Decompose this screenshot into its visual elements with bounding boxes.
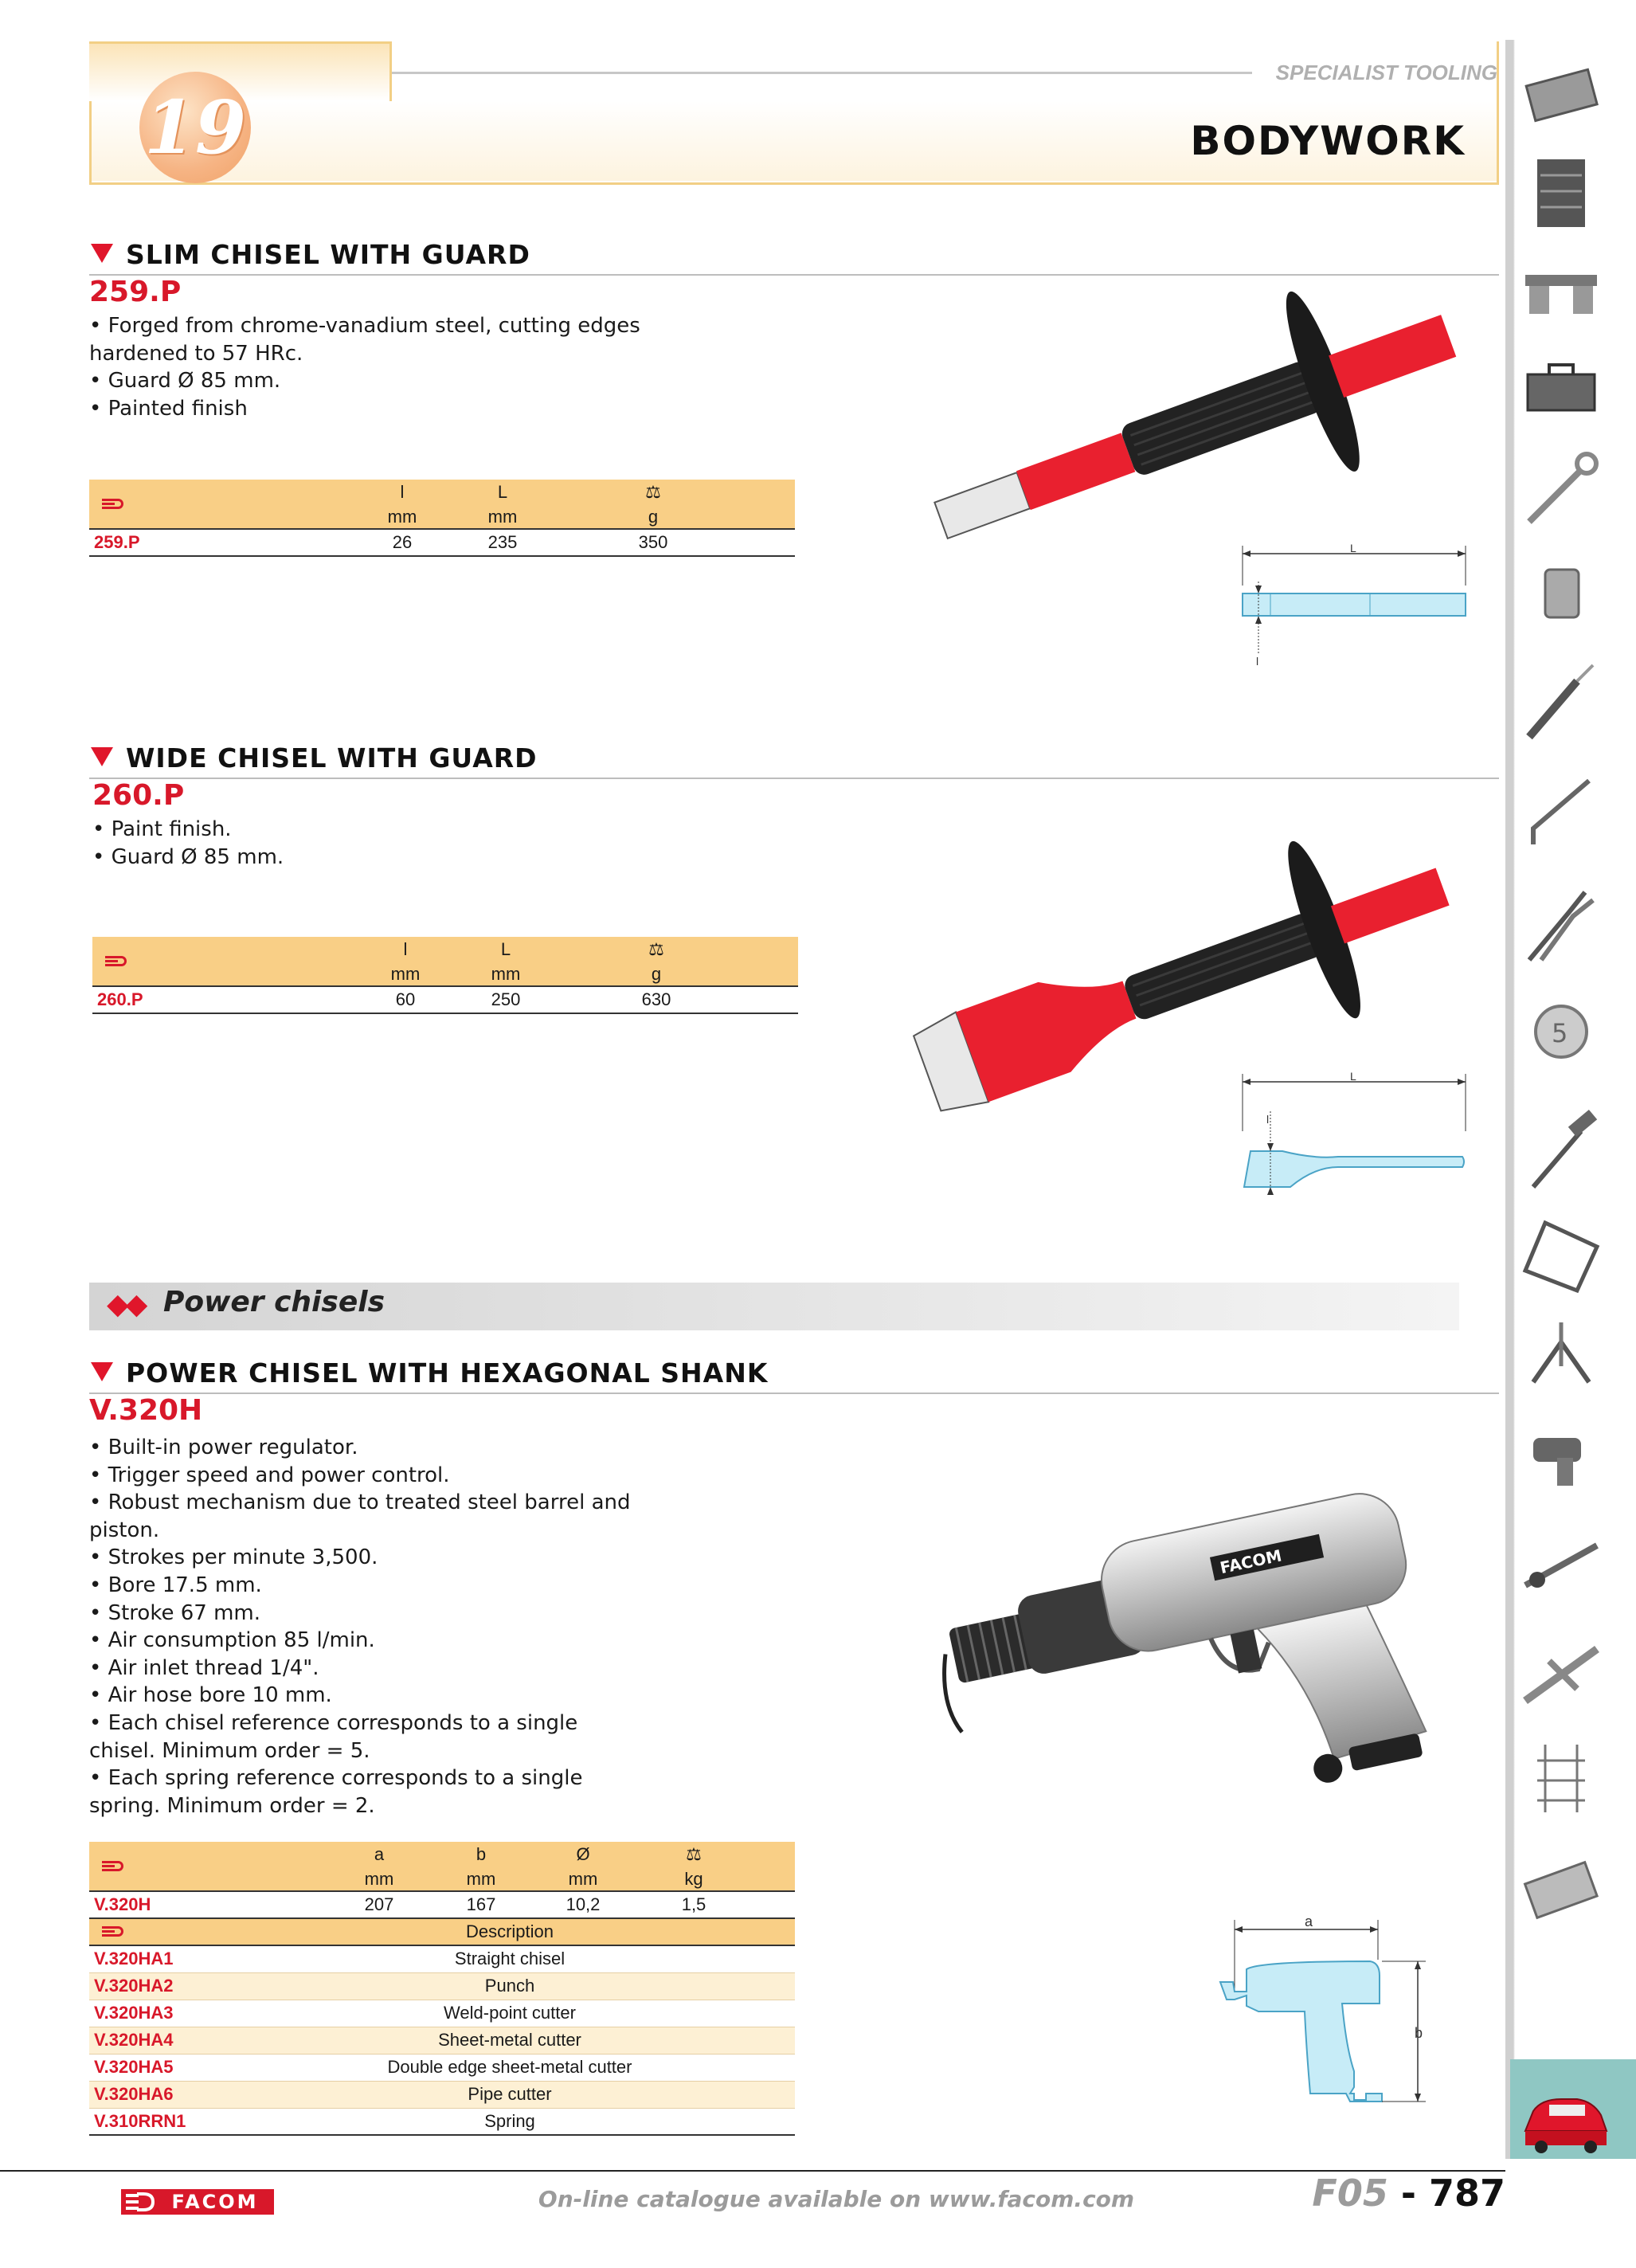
product-title: POWER CHISEL WITH HEXAGONAL SHANK [126, 1357, 769, 1389]
unit-label: kg [634, 1867, 753, 1891]
feature-line: piston. [89, 1518, 160, 1542]
table-row [89, 1972, 795, 2000]
spec-table-259p [89, 480, 795, 557]
column-header: l [355, 937, 456, 962]
table-row [89, 2108, 795, 2135]
page-number [1274, 2172, 1505, 2215]
unit-label: mm [532, 1867, 634, 1891]
unit-label: g [553, 505, 753, 529]
feature-line: • Air consumption 85 l/min. [89, 1628, 375, 1653]
table-row [89, 2027, 795, 2054]
feature-line: • Painted finish [89, 396, 248, 421]
cell: Spring [328, 2108, 795, 2135]
unit-label: mm [430, 1867, 532, 1891]
wrench-icon[interactable] [1513, 446, 1609, 534]
feature-line: • Trigger speed and power control. [89, 1463, 450, 1487]
column-header: Description [328, 1918, 795, 1945]
feature-line: chisel. Minimum order = 5. [89, 1738, 370, 1763]
screwdriver-icon[interactable] [1513, 657, 1609, 745]
reference-symbol-icon [102, 1926, 126, 1937]
dimension-label: a [1305, 1914, 1313, 1929]
weight-icon: ⚖ [553, 480, 753, 505]
cell: 60 [355, 986, 456, 1013]
dimension-label: L [1350, 1070, 1356, 1083]
cell-ref: V.310RRN1 [89, 2108, 328, 2135]
product-ref: 259.P [89, 276, 182, 308]
page-title: BODYWORK [1190, 118, 1466, 164]
feature-line: • Air hose bore 10 mm. [89, 1683, 332, 1708]
page-code: F05 [1312, 2172, 1388, 2215]
cell-ref: V.320HA3 [89, 2000, 328, 2027]
feature-list [89, 312, 663, 422]
slim-chisel-diagram [1227, 538, 1481, 673]
feature-line: • Bore 17.5 mm. [89, 1573, 262, 1597]
feature-line: • Stroke 67 mm. [89, 1600, 260, 1625]
cell-ref: 260.P [92, 986, 355, 1013]
cell-ref: V.320H [89, 1891, 328, 1918]
reference-symbol-icon [105, 956, 129, 967]
cell: 250 [456, 986, 556, 1013]
cell: 350 [553, 529, 753, 556]
unit-label: mm [352, 505, 452, 529]
cell-ref: V.320HA1 [89, 1945, 328, 1972]
cell-ref: 259.P [89, 529, 352, 556]
reference-symbol-icon [102, 499, 126, 510]
storage-rack-icon[interactable] [1513, 1733, 1609, 1820]
column-header: Ø [532, 1842, 634, 1867]
header-rule [392, 72, 1252, 74]
hacksaw-icon[interactable] [1513, 1207, 1609, 1295]
table-row [89, 1891, 795, 1918]
table-row [89, 2000, 795, 2027]
cell: 10,2 [532, 1891, 634, 1918]
table-row [89, 1945, 795, 1972]
facom-logo-icon [121, 2189, 159, 2215]
cell: Straight chisel [328, 1945, 795, 1972]
section-label: SPECIALIST TOOLING [1275, 61, 1497, 84]
feature-list [92, 816, 666, 871]
feature-line: • Guard Ø 85 mm. [89, 369, 281, 394]
tool-case-icon[interactable] [1513, 343, 1609, 430]
cell: 1,5 [634, 1891, 753, 1918]
feature-line: • Forged from chrome-vanadium steel, cutting edges [89, 314, 640, 338]
kit-tray-icon[interactable] [1513, 1844, 1609, 1932]
column-header: a [328, 1842, 430, 1867]
feature-line: • Robust mechanism due to treated steel barrel and [89, 1490, 631, 1515]
cell: 167 [430, 1891, 532, 1918]
column-header: L [452, 480, 553, 505]
weight-icon: ⚖ [556, 937, 757, 962]
hex-key-icon[interactable] [1513, 765, 1609, 852]
cell: 630 [556, 986, 757, 1013]
product-heading-slim-chisel [89, 237, 1499, 276]
table-row [89, 2081, 795, 2108]
cell: Punch [328, 1972, 795, 2000]
dimension-label: l [1266, 1113, 1270, 1126]
footer-catalogue-link[interactable]: On-line catalogue available on www.facom.com [538, 2186, 1135, 2212]
cell-ref: V.320HA5 [89, 2054, 328, 2081]
triangle-bullet-icon [91, 244, 113, 263]
car-icon[interactable] [1517, 2071, 1613, 2159]
feature-list [89, 1434, 663, 1819]
page-number-value: 787 [1428, 2172, 1505, 2215]
cell-ref: V.320HA4 [89, 2027, 328, 2054]
workbench-icon[interactable] [1513, 247, 1609, 335]
feature-line: • Guard Ø 85 mm. [92, 844, 284, 869]
product-heading-wide-chisel [89, 741, 1499, 779]
feature-line: • Paint finish. [92, 817, 232, 841]
brand-label: FACOM [1218, 1545, 1284, 1578]
dimension-label: L [1350, 542, 1356, 554]
category-title: Power chisels [163, 1286, 385, 1318]
pliers-icon[interactable] [1513, 880, 1609, 968]
unit-label: mm [355, 962, 456, 986]
unit-label: mm [456, 962, 556, 986]
weight-icon: ⚖ [634, 1842, 753, 1867]
socket-icon[interactable] [1513, 550, 1609, 637]
product-heading-power-chisel [89, 1356, 1499, 1394]
cell: Double edge sheet-metal cutter [328, 2054, 795, 2081]
column-header: L [456, 937, 556, 962]
feature-line: • Strokes per minute 3,500. [89, 1545, 378, 1570]
power-tool-icon[interactable] [1513, 1410, 1609, 1498]
dimension-label: b [1415, 2025, 1423, 2041]
product-title: WIDE CHISEL WITH GUARD [126, 742, 538, 774]
toolbox-icon[interactable] [1513, 49, 1609, 137]
feature-line: • Each chisel reference corresponds to a single [89, 1710, 578, 1735]
feature-line: • Each spring reference corresponds to a single [89, 1766, 583, 1791]
tape-measure-icon[interactable] [1513, 988, 1609, 1075]
unit-label: g [556, 962, 757, 986]
product-ref: V.320H [89, 1394, 203, 1427]
facom-wordmark: FACOM [171, 2191, 259, 2213]
table-row [89, 529, 795, 556]
cell: Weld-point cutter [328, 2000, 795, 2027]
dimension-label: l [1256, 655, 1259, 668]
cell: Pipe cutter [328, 2081, 795, 2108]
column-header: l [352, 480, 452, 505]
power-chisel-diagram [1211, 1912, 1481, 2119]
slim-chisel-image [900, 275, 1481, 578]
chapter-number: 19 [143, 84, 247, 170]
puller-icon[interactable] [1513, 1310, 1609, 1398]
table-row [92, 986, 798, 1013]
product-ref: 260.P [92, 779, 185, 812]
svg-text:5: 5 [1552, 1018, 1568, 1048]
table-row [89, 2054, 795, 2081]
tool-cabinet-icon[interactable] [1513, 147, 1609, 235]
cell-ref: V.320HA2 [89, 1972, 328, 2000]
cell: 235 [452, 529, 553, 556]
triangle-bullet-icon [91, 1362, 113, 1381]
diamond-bullet-icon: ◆◆ [107, 1288, 145, 1321]
cell-ref: V.320HA6 [89, 2081, 328, 2108]
feature-line: • Built-in power regulator. [89, 1436, 358, 1459]
feature-line: hardened to 57 HRc. [89, 341, 303, 366]
power-chisel-image [916, 1442, 1474, 1816]
torque-wrench-icon[interactable] [1513, 1518, 1609, 1605]
cell: Sheet-metal cutter [328, 2027, 795, 2054]
page-separator: - [1387, 2172, 1429, 2215]
reference-symbol-icon [102, 1861, 126, 1872]
feature-line: spring. Minimum order = 2. [89, 1793, 375, 1818]
hammer-icon[interactable] [1513, 1107, 1609, 1195]
spec-table-v320h [89, 1842, 795, 2136]
unit-label: mm [328, 1867, 430, 1891]
spec-table-260p [92, 937, 798, 1014]
cell: 207 [328, 1891, 430, 1918]
triangle-bullet-icon [91, 747, 113, 766]
feature-line: • Air inlet thread 1/4". [89, 1655, 319, 1680]
aircraft-icon[interactable] [1513, 1629, 1609, 1717]
wide-chisel-diagram [1227, 1067, 1481, 1207]
unit-label: mm [452, 505, 553, 529]
product-title: SLIM CHISEL WITH GUARD [126, 239, 530, 270]
column-header: b [430, 1842, 532, 1867]
cell: 26 [352, 529, 452, 556]
